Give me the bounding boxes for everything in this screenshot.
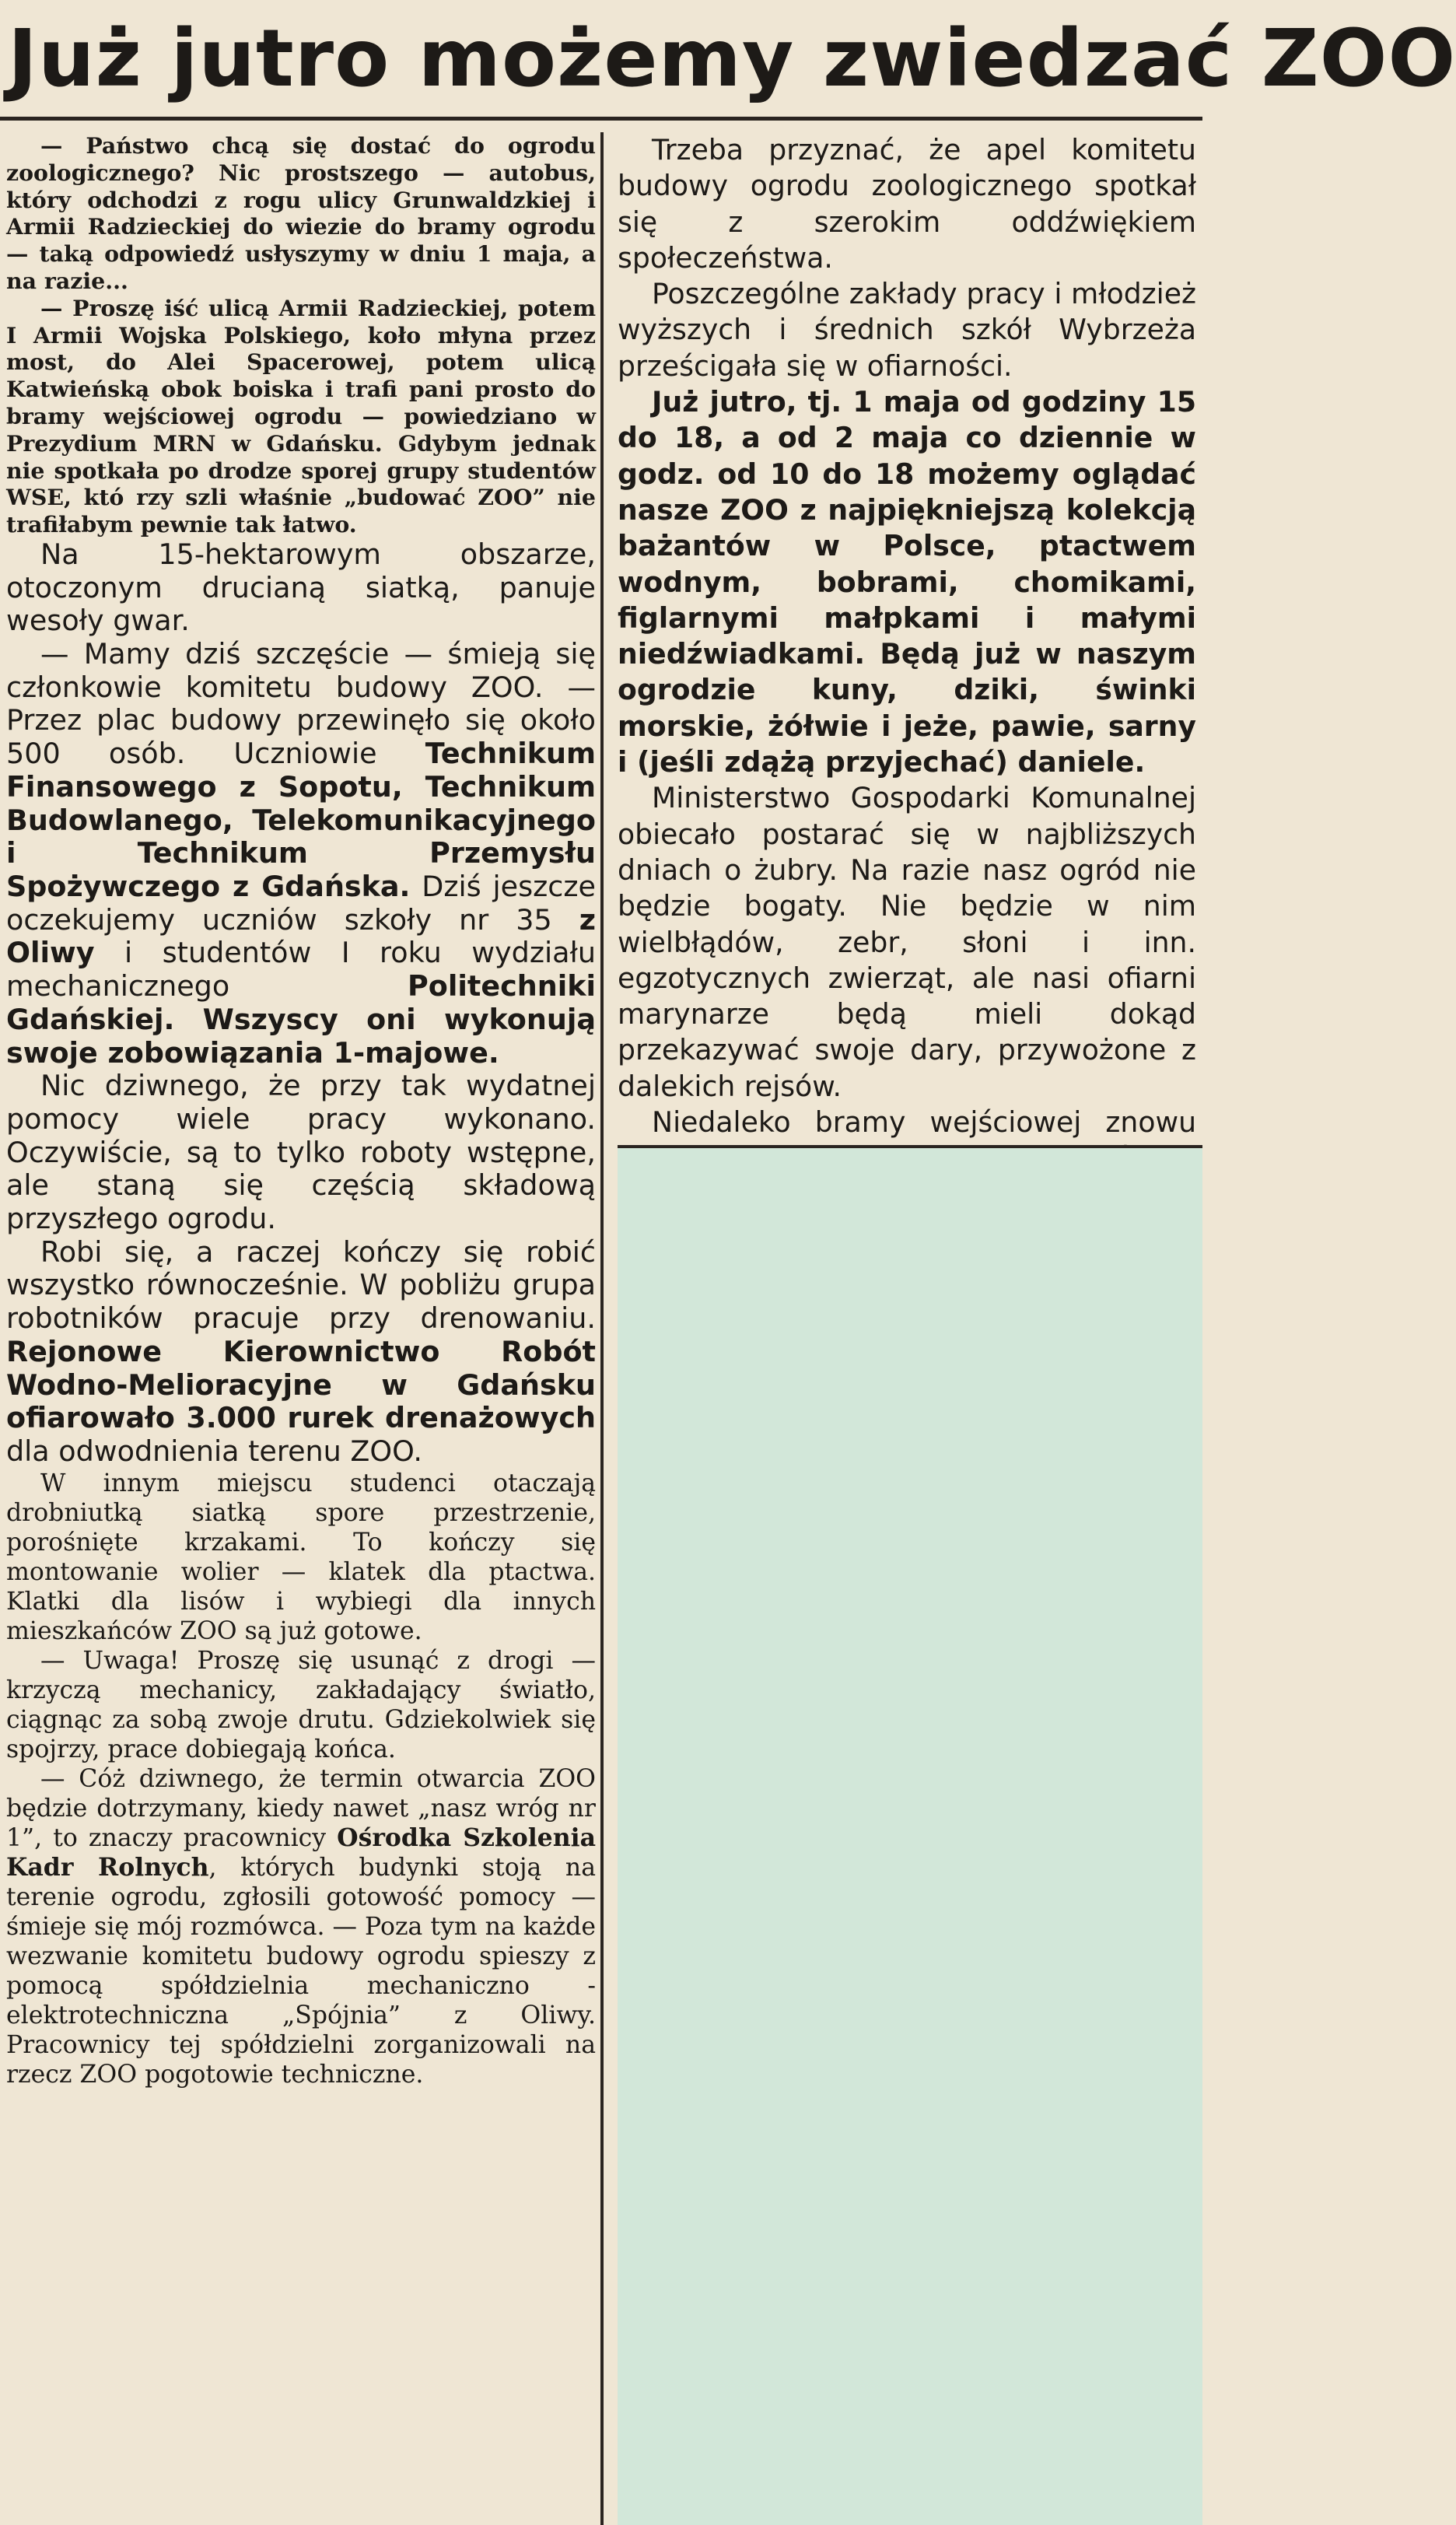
left-paragraph-2: — Proszę iść ulicą Armii Radzieckiej, potem I Armii Wojska Polskiego, koło młyna przez most, do Alei Spacerowej, potem ulicą Katwieńską obok boiska i trafi pani prosto do bramy wejściowej ogrodu — powiedziano w Prezydium MRN w Gdańsku. Gdybym jednak nie spotkała po drodze sporej grupy studentów WSE, któ rzy szli właśnie „budować ZOO” nie trafiłabym pewnie tak łatwo. [6,294,596,538]
left-paragraph-9 [6,1764,596,2089]
right-paragraph-2: Poszczególne zakłady pracy i młodzież wyższych i średnich szkół Wybrzeża prześcigała się w ofiarności. [618,277,1196,383]
headline: Już jutro możemy zwiedzać ZOO [8,12,1456,105]
left-paragraph-4-bold-politechnika: Politechniki Gdańskiej. Wszyscy oni wykonują swoje zobowiązania 1-majowe. [6,969,596,1070]
left-paragraph-6 [6,1236,596,1469]
left-paragraph-9-text-c: , których budynki stoją na terenie ogrodu, zgłosili gotowość pomocy — śmieje się mój rozmówca. — Poza tym na każde wezwanie komitetu budowy ogrodu spieszy z pomocą spółdzielnia mechaniczno - elektrotechniczna „Spójnia” z Oliwy. Pracownicy tej spółdzielni zorganizowali na rzecz ZOO pogotowie techniczne. [6,1853,597,2089]
left-paragraph-9-text-a: — Cóż dziwnego, że termin otwarcia ZOO będzie dotrzymany, kiedy nawet „nasz wróg nr 1”, to znaczy pracownicy [6,1764,596,1852]
left-paragraph-4-text-a: — Mamy dziś szczęście — śmieją się członkowie komitetu budowy ZOO. — Przez plac budowy przewinęło się około 500 osób. Uczniowie [6,637,596,771]
left-paragraph-6-text-a: Robi się, a raczej kończy się robić wszystko równocześnie. W pobliżu grupa robotników pracuje przy drenowaniu. [6,1234,596,1336]
left-paragraph-3: Na 15-hektarowym obszarze, otoczonym drucianą siatką, panuje wesoły gwar. [6,537,596,638]
left-paragraph-9-bold-osrodek: Ośrodka Szkolenia Kadr Rolnych [6,1823,596,1882]
left-paragraph-4-text-c: Dziś jeszcze oczekujemy uczniów szkoły nr 35 [6,869,596,937]
column-divider [600,132,604,2525]
right-paragraph-3: Już jutro, tj. 1 maja od godziny 15 do 18, a od 2 maja co dziennie w godz. od 10 do 18 możemy oglądać nasze ZOO z najpiękniejszą kolekcją bażantów w Polsce, ptactwem wodnym, bobrami, chomikami, figlarnymi małpkami i małymi niedźwiadkami. Będą już w naszym ogrodzie kuny, dziki, świnki morskie, żółwie i jeże, pawie, sarny i (jeśli zdążą przyjechać) daniele. [618,385,1196,779]
left-paragraph-6-bold-kierownictwo: Rejonowe Kierownictwo Robót Wodno-Melioracyjne w Gdańsku ofiarowało 3.000 rurek drenażowych [6,1334,596,1435]
right-paragraph-4: Ministerstwo Gospodarki Komunalnej obiecało postarać się w najbliższych dniach o żubry. Na razie nasz ogród nie będzie bogaty. Nie będzie w nim wielbłądów, zebr, słoni i inn. egzotycznych zwierząt, ale nasi ofiarni marynarze będą mieli dokąd przekazywać swoje dary, przywożone z dalekich rejsów. [618,781,1196,1103]
left-column [6,132,596,2525]
right-paragraph-5: Niedaleko bramy wejściowej znowu [652,1105,1196,1140]
left-paragraph-7: W innym miejscu studenci otaczają drobniutką siatką spore przestrzenie, porośnięte krzakami. To kończy się montowanie wolier — klatek dla ptactwa. Klatki dla lisów i wybiegi dla innych mieszkańców ZOO są już gotowe. [6,1469,596,1645]
left-paragraph-1: — Państwo chcą się dostać do ogrodu zoologicznego? Nic prostszego — autobus, który odchodzi z rogu ulicy Grunwaldzkiej i Armii Radzieckiej do wiezie do bramy ogrodu — taką odpowiedź usłyszymy w dniu 1 maja, a na razie... [6,132,596,294]
right-column [618,132,1196,1143]
empty-green-area [618,1148,1202,2525]
left-paragraph-8: — Uwaga! Proszę się usunąć z drogi — krzyczą mechanicy, zakładający światło, ciągnąc za sobą zwoje drutu. Gdziekolwiek się spojrzy, prace dobiegają końca. [6,1646,596,1763]
left-paragraph-4-text-e: i studentów I roku wydziału mechanicznego [6,936,596,1003]
headline-rule [0,117,1202,121]
left-paragraph-4-bold-schools: Technikum Finansowego z Sopotu, Technikum Budowlanego, Telekomunikacyjnego i Technikum Przemysłu Spożywczego z Gdańska. [6,737,596,903]
left-paragraph-6-text-c: dla odwodnienia terenu ZOO. [6,1434,422,1468]
left-paragraph-4 [6,638,596,1070]
right-paragraph-1: Trzeba przyznać, że apel komitetu budowy ogrodu zoologicznego spotkał się z szerokim oddźwiękiem społeczeństwa. [618,133,1196,275]
left-paragraph-5: Nic dziwnego, że przy tak wydatnej pomocy wiele pracy wykonano. Oczywiście, są to tylko roboty wstępne, ale staną się częścią składową przyszłego ogrodu. [6,1069,596,1236]
left-paragraph-4-bold-oliwa: z Oliwy [6,902,596,970]
